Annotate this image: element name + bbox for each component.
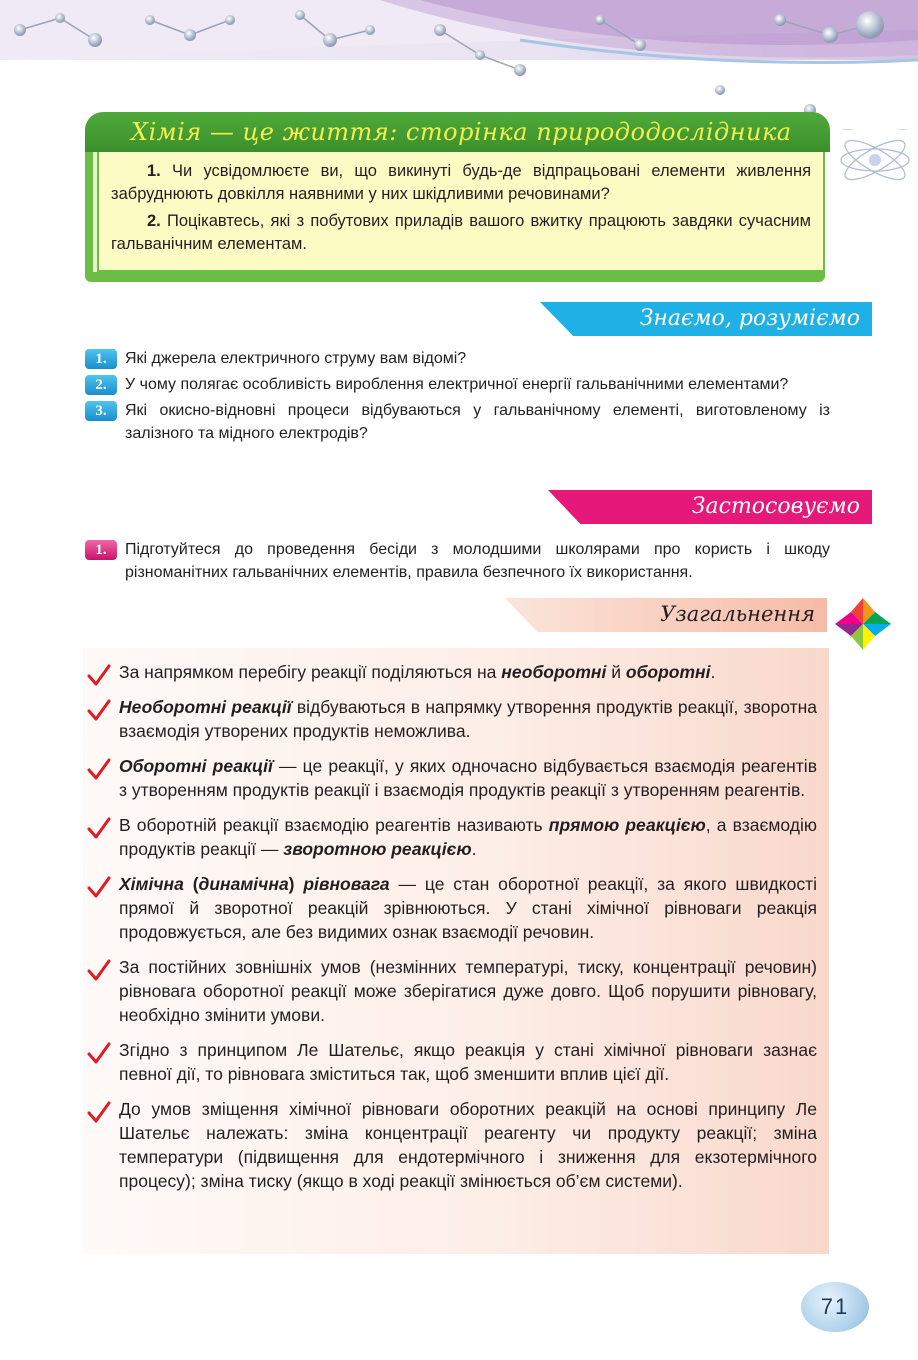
list-item: 2. У чому полягає особливість вироблення електричної енергії гальванічними елементами? <box>85 373 830 396</box>
molecule-decoration <box>0 0 918 130</box>
section-label-summary: Узагальнення <box>660 602 815 626</box>
summary-item: Згідно з принципом Ле Шательє, якщо реакція у стані хімічної рівноваги зазнає певної дії, то рівновага зміститься так, щоб зменшити вплив цієї дії. <box>85 1038 817 1086</box>
list-item: 1. Які джерела електричного струму вам відомі? <box>85 347 830 370</box>
summary-item: Необоротні реакції відбуваються в напрямку утворення продуктів реакції, зворотна взаємодія утворених продуктів неможлива. <box>85 695 817 743</box>
number-badge: 1. <box>85 349 117 369</box>
check-icon <box>87 699 111 721</box>
section-label-apply: Застосовуємо <box>691 494 860 519</box>
check-icon <box>87 1101 111 1123</box>
atom-icon <box>835 125 915 195</box>
section-header-know <box>540 302 872 338</box>
summary-item: В оборотній реакції взаємодію реагентів називають прямою реакцією, а взаємодію продуктів реакції — зворотною реакцією. <box>85 813 817 861</box>
section-header-summary <box>505 598 827 634</box>
top-decorative-banner <box>0 0 918 130</box>
summary-item: За постійних зовнішніх умов (незмінних температурі, тиску, концентрації речовин) рівновага оборотної реакції може зберігатися дуже довго. Щоб порушити рівновагу, необхідно змінити умови. <box>85 955 817 1027</box>
list-item: 1. Підготуйтеся до проведення бесіди з молодшими школярами про користь і шкоду різноманітних гальванічних елементів, правила безпечного їх використання. <box>85 538 830 584</box>
page-number: 71 <box>801 1282 869 1332</box>
section-header-apply <box>548 490 872 526</box>
number-badge: 2. <box>85 375 117 395</box>
summary-item: За напрямком перебігу реакції поділяються на необоротні й оборотні. <box>85 660 817 684</box>
check-icon <box>87 959 111 981</box>
summary-item: До умов зміщення хімічної рівноваги оборотних реакцій на основі принципу Ле Шательє належать: зміна концентрації реагенту чи продукту реакції; зміна температури (підвищення для ендотермічного і зниження для екзотермічного процесу); зміна тиску (якщо в ході реакції змінюється об’єм системи). <box>85 1097 817 1193</box>
check-icon <box>87 1042 111 1064</box>
list-item: 3. Які окисно-відновні процеси відбуваються у гальванічному елементі, виготовленому із залізного та мідного електродів? <box>85 399 830 445</box>
number-badge: 1. <box>85 540 117 560</box>
naturalist-title: Хімія — це життя: сторінка природодослідника <box>131 118 792 146</box>
check-icon <box>87 664 111 686</box>
naturalist-questions <box>111 160 811 256</box>
naturalist-question-2: 2. Поцікавтесь, які з побутових приладів вашого вжитку працюють завдяки сучасним гальванічним елементам. <box>111 212 811 253</box>
summary-item: Оборотні реакції — це реакції, у яких одночасно відбувається взаємодія реагентів з утворенням продуктів реакції і взаємодія продуктів реакції з утворенням реагентів. <box>85 754 817 802</box>
naturalist-question-1: 1. Чи усвідомлюєте ви, що викинуті будь-де відпрацьовані елементи живлення забруднюють довкілля наявними у них шкідливими речовинами? <box>111 162 812 203</box>
summary-list <box>85 660 817 1204</box>
naturalist-page-box <box>85 112 830 282</box>
check-icon <box>87 817 111 839</box>
check-icon <box>87 876 111 898</box>
check-icon <box>87 758 111 780</box>
naturalist-title-bar <box>85 112 830 152</box>
number-badge: 3. <box>85 401 117 421</box>
know-questions-list <box>85 347 830 448</box>
apply-questions-list <box>85 538 830 587</box>
summary-item: Хімічна (динамічна) рівновага — це стан оборотної реакції, за якого швидкості прямої й зворотної реакцій зрівнюються. У стані хімічної рівноваги реакція продовжується, але без видимих ознак взаємодії речовин. <box>85 872 817 944</box>
diamond-icon <box>835 598 891 650</box>
section-label-know: Знаємо, розуміємо <box>639 306 860 331</box>
